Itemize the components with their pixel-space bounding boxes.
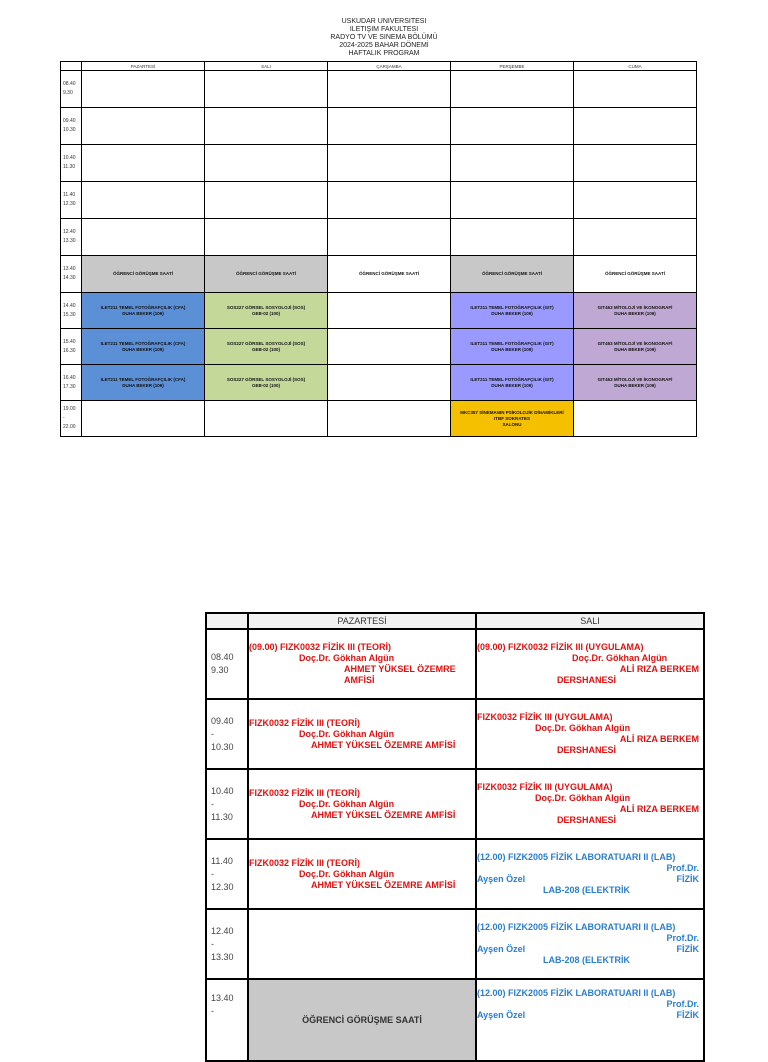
course-cell: GIT463 MİTOLOJİ VE İKONOGRAFİ DUHA BEKER (109) [574, 365, 697, 401]
office-hour-cell: ÖĞRENCİ GÖRÜŞME SAATİ [248, 979, 476, 1061]
time-slot: 12.40 13.30 [61, 219, 82, 256]
office-hour-cell: ÖĞRENCİ GÖRÜŞME SAATİ [205, 256, 328, 293]
time-slot: 19.00 - 22.00 [61, 401, 82, 437]
schedule-cell [205, 71, 328, 108]
day-header: SALI [205, 62, 328, 71]
course-cell: FIZK0032 FİZİK III (TEORİ) Doç.Dr. Gökhan Algün AHMET YÜKSEL ÖZEMRE AMFİSİ [248, 769, 476, 839]
time-slot: 13.40 14.30 [61, 256, 82, 293]
time-row [61, 145, 697, 182]
course-cell: FIZK0032 FİZİK III (UYGULAMA) Doç.Dr. Gökhan Algün ALİ RIZA BERKEM DERSHANESİ [476, 769, 704, 839]
time-row [61, 219, 697, 256]
zoomed-schedule-table [205, 612, 705, 1062]
time-slot: 08.40 9.30 [61, 71, 82, 108]
schedule-cell [574, 71, 697, 108]
time-row [61, 71, 697, 108]
zoom-time-row [206, 909, 704, 979]
schedule-cell [451, 145, 574, 182]
schedule-cell [451, 71, 574, 108]
office-hour-cell: ÖĞRENCİ GÖRÜŞME SAATİ [82, 256, 205, 293]
schedule-cell [451, 108, 574, 145]
schedule-cell [328, 108, 451, 145]
schedule-cell [574, 145, 697, 182]
time-slot: 11.40 12.30 [61, 182, 82, 219]
day-header: SALI [476, 613, 704, 629]
zoom-time-row [206, 839, 704, 909]
corner-cell [206, 613, 248, 629]
day-header: PAZARTESİ [82, 62, 205, 71]
schedule-cell [82, 182, 205, 219]
schedule-cell [248, 909, 476, 979]
day-header-row [61, 62, 697, 71]
course-cell: ILET211 TEMEL FOTOĞRAFÇILIK (CFA) DUHA BEKER (109) [82, 365, 205, 401]
time-slot: 08.40 9.30 [206, 629, 248, 699]
course-cell: MKC357 SİNEMANIN PSİKOLOJİK DİNAMİKLERİ ITBF SOKRATES SALONU [451, 401, 574, 437]
time-slot: 10.40 - 11.30 [206, 769, 248, 839]
zoom-time-row [206, 979, 704, 1061]
schedule-cell [451, 219, 574, 256]
schedule-cell [205, 145, 328, 182]
schedule-cell [82, 219, 205, 256]
schedule-cell [328, 182, 451, 219]
department-name: RADYO TV VE SINEMA BÖLÜMÜ [330, 34, 438, 41]
program-title: HAFTALIK PROGRAM [348, 50, 420, 57]
time-row [61, 293, 697, 329]
schedule-cell [205, 108, 328, 145]
office-hour-cell: ÖĞRENCİ GÖRÜŞME SAATİ [451, 256, 574, 293]
course-cell: GIT463 MİTOLOJİ VE İKONOGRAFİ DUHA BEKER (109) [574, 293, 697, 329]
time-slot: 14.40 15.30 [61, 293, 82, 329]
course-cell: FIZK0032 FİZİK III (UYGULAMA) Doç.Dr. Gökhan Algün ALİ RIZA BERKEM DERSHANESİ [476, 699, 704, 769]
office-hour-cell: ÖĞRENCİ GÖRÜŞME SAATİ [328, 256, 451, 293]
schedule-cell [82, 401, 205, 437]
corner-cell [61, 62, 82, 71]
time-slot: 09.40 - 10.30 [206, 699, 248, 769]
time-slot: 13.40 - [206, 979, 248, 1061]
schedule-cell [328, 329, 451, 365]
schedule-cell [451, 182, 574, 219]
schedule-cell [328, 293, 451, 329]
zoom-time-row [206, 629, 704, 699]
schedule-cell [574, 108, 697, 145]
course-cell: FIZK0032 FİZİK III (TEORİ) Doç.Dr. Gökhan Algün AHMET YÜKSEL ÖZEMRE AMFİSİ [248, 699, 476, 769]
course-cell: GIT463 MİTOLOJİ VE İKONOGRAFİ DUHA BEKER (109) [574, 329, 697, 365]
faculty-name: ILETIŞIM FAKULTESI [349, 26, 419, 33]
weekly-schedule-table [60, 61, 697, 437]
time-slot: 15.40 16.30 [61, 329, 82, 365]
course-cell: SOS227 GÖRSEL SOSYOLOJİ (SOS) GEB-02 (100) [205, 365, 328, 401]
schedule-cell [82, 108, 205, 145]
time-slot: 09.40 10.30 [61, 108, 82, 145]
time-row [61, 108, 697, 145]
course-cell: (09.00) FIZK0032 FİZİK III (UYGULAMA) Doç.Dr. Gökhan Algün ALİ RIZA BERKEM DERSHANESİ [476, 629, 704, 699]
course-cell: SOS227 GÖRSEL SOSYOLOJİ (SOS) GEB-02 (100) [205, 329, 328, 365]
schedule-cell [328, 219, 451, 256]
schedule-cell [328, 71, 451, 108]
schedule-cell [205, 182, 328, 219]
schedule-cell [328, 365, 451, 401]
course-cell: (09.00) FIZK0032 FİZİK III (TEORİ) Doç.Dr. Gökhan Algün AHMET YÜKSEL ÖZEMRE AMFİSİ [248, 629, 476, 699]
course-cell: SOS227 GÖRSEL SOSYOLOJİ (SOS) GEB-02 (100) [205, 293, 328, 329]
course-cell: ILET211 TEMEL FOTOĞRAFÇILIK (GIT) DUHA BEKER (109) [451, 329, 574, 365]
semester: 2024-2025 BAHAR DÖNEMİ [339, 42, 429, 49]
zoom-time-row [206, 699, 704, 769]
course-cell: FIZK0032 FİZİK III (TEORİ) Doç.Dr. Gökhan Algün AHMET YÜKSEL ÖZEMRE AMFİSİ [248, 839, 476, 909]
schedule-cell [205, 401, 328, 437]
lab-course-cell: (12.00) FIZK2005 FİZİK LABORATUARI II (LAB) Prof.Dr. Ayşen Özel FİZİK LAB-208 (ELEKTRİK [476, 909, 704, 979]
schedule-cell [328, 401, 451, 437]
time-row [61, 329, 697, 365]
schedule-cell [82, 71, 205, 108]
lab-course-cell: (12.00) FIZK2005 FİZİK LABORATUARI II (LAB) Prof.Dr. Ayşen Özel FİZİK [476, 979, 704, 1061]
lab-course-cell: (12.00) FIZK2005 FİZİK LABORATUARI II (LAB) Prof.Dr. Ayşen Özel FİZİK LAB-208 (ELEKTRİK [476, 839, 704, 909]
time-row [61, 182, 697, 219]
day-header: PERŞEMBE [451, 62, 574, 71]
course-cell: ILET211 TEMEL FOTOĞRAFÇILIK (CFA) DUHA BEKER (109) [82, 293, 205, 329]
zoom-time-row [206, 769, 704, 839]
schedule-cell [574, 182, 697, 219]
time-slot: 12.40 - 13.30 [206, 909, 248, 979]
schedule-cell [205, 219, 328, 256]
office-hour-cell: ÖĞRENCİ GÖRÜŞME SAATİ [574, 256, 697, 293]
course-cell: ILET211 TEMEL FOTOĞRAFÇILIK (CFA) DUHA BEKER (109) [82, 329, 205, 365]
course-cell: ILET211 TEMEL FOTOĞRAFÇILIK (GIT) DUHA BEKER (109) [451, 365, 574, 401]
time-row [61, 256, 697, 293]
time-row [61, 401, 697, 437]
schedule-cell [328, 145, 451, 182]
day-header: PAZARTESİ [248, 613, 476, 629]
schedule-cell [82, 145, 205, 182]
schedule-header [0, 18, 768, 58]
university-name: USKUDAR UNIVERSITESI [341, 18, 427, 25]
time-slot: 11.40 - 12.30 [206, 839, 248, 909]
time-slot: 10.40 11.30 [61, 145, 82, 182]
course-cell: ILET211 TEMEL FOTOĞRAFÇILIK (GIT) DUHA BEKER (109) [451, 293, 574, 329]
time-row [61, 365, 697, 401]
day-header: ÇARŞAMBA [328, 62, 451, 71]
day-header: CUMA [574, 62, 697, 71]
zoom-day-header-row [206, 613, 704, 629]
schedule-cell [574, 219, 697, 256]
time-slot: 16.40 17.30 [61, 365, 82, 401]
schedule-cell [574, 401, 697, 437]
